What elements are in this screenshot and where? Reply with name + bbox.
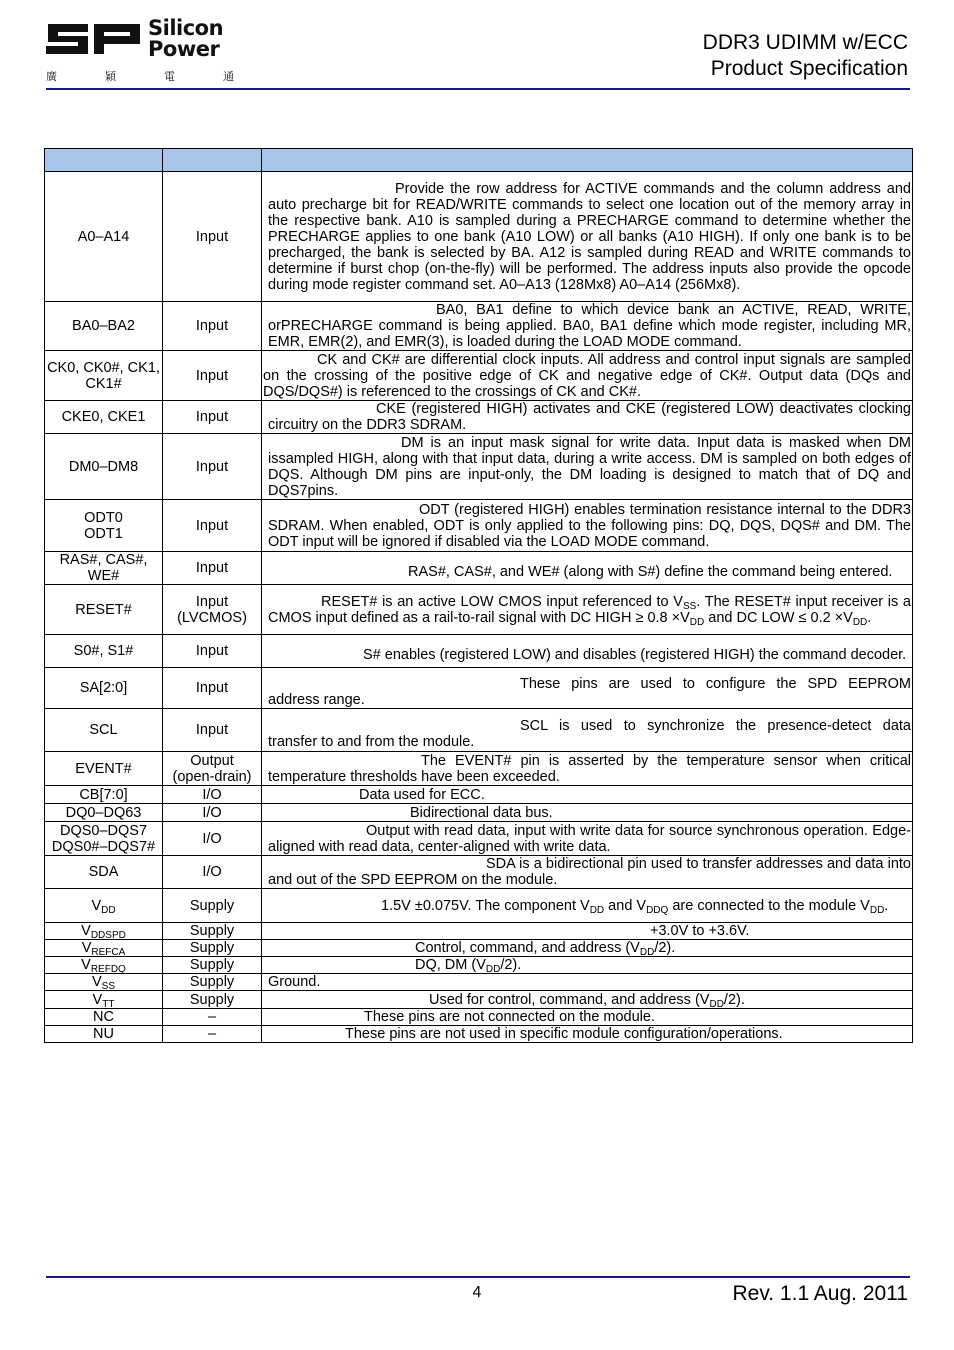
pin-description: +3.0V to +3.6V. bbox=[262, 923, 913, 940]
pin-description: These pins are not connected on the module. bbox=[262, 1009, 913, 1026]
pin-type: Input (LVCMOS) bbox=[163, 585, 262, 635]
pin-description: Used for control, command, and address $(V_{DD}/2)$. bbox=[262, 991, 913, 1009]
table-row bbox=[45, 709, 913, 752]
pin-description: DM is an input mask signal for write data. Input data is masked when DM issampled HIGH, along with that input data, during a write access. DM is sampled on both edges of DQS. Although DM pins are input-only, the DM loading is designed to match that of DQ and DQS7pins. bbox=[262, 434, 913, 500]
logo-cjk-char: 電 bbox=[164, 70, 175, 83]
logo-word-silicon: Silicon bbox=[148, 16, 224, 40]
pin-type: I/O bbox=[163, 804, 262, 822]
pin-type: I/O bbox=[163, 822, 262, 856]
pin-description: These pins are not used in specific module configuration/operations. bbox=[262, 1026, 913, 1043]
pin-symbol: A0–A14 bbox=[45, 172, 163, 302]
pin-type: I/O bbox=[163, 786, 262, 804]
header-symbol bbox=[45, 149, 163, 172]
table-row bbox=[45, 401, 913, 434]
revision-label: Rev. 1.1 Aug. 2011 bbox=[732, 1282, 908, 1305]
pin-symbol: BA0–BA2 bbox=[45, 302, 163, 351]
pin-symbol: ODT0 ODT1 bbox=[45, 500, 163, 552]
pin-symbol: $V_{DDSPD}$ bbox=[45, 923, 163, 940]
pin-description: These pins are used to configure the SPD EEPROM address range. bbox=[262, 668, 913, 709]
pin-type: Input bbox=[163, 351, 262, 401]
header-description bbox=[262, 149, 913, 172]
pin-description: Provide the row address for ACTIVE commands and the column address and auto precharge bit for READ/WRITE commands to select one location out of the memory array in the respective bank. A10 is sampled during a PRECHARGE command to determine whether the PRECHARGE applies to one bank (A10 LOW) or all banks (A10 HIGH). If only one bank is to be precharged, the bank is selected by BA. A12 is sampled during READ and WRITE commands to determine if burst chop (on-the-fly) will be performed. The address inputs also provide the opcode during mode register command set. A0–A13 (128Mx8) A0–A14 (256Mx8). bbox=[262, 172, 913, 302]
pin-type: Supply bbox=[163, 889, 262, 923]
table-row bbox=[45, 991, 913, 1009]
page-number: 4 bbox=[472, 1284, 482, 1301]
table-row bbox=[45, 804, 913, 822]
pin-description: CKE (registered HIGH) activates and CKE (registered LOW) deactivates clocking circuitry on the DDR3 SDRAM. bbox=[262, 401, 913, 434]
pin-symbol: S0#, S1# bbox=[45, 635, 163, 668]
logo-word-power: Power bbox=[148, 37, 220, 61]
footer-divider bbox=[46, 1276, 910, 1278]
pin-symbol: SDA bbox=[45, 856, 163, 889]
pin-type: Supply bbox=[163, 940, 262, 957]
pin-symbol: $V_{TT}$ bbox=[45, 991, 163, 1009]
table-row bbox=[45, 172, 913, 302]
header-divider bbox=[46, 88, 910, 90]
pin-type: Input bbox=[163, 434, 262, 500]
pin-type: Input bbox=[163, 302, 262, 351]
pin-symbol: NU bbox=[45, 1026, 163, 1043]
table-row bbox=[45, 752, 913, 786]
document-title-line2: Product Specification bbox=[710, 57, 908, 80]
pin-description-table bbox=[44, 148, 913, 1043]
pin-symbol: DQS0–DQS7 DQS0#–DQS7# bbox=[45, 822, 163, 856]
pin-symbol: CKE0, CKE1 bbox=[45, 401, 163, 434]
table-row bbox=[45, 889, 913, 923]
table-row bbox=[45, 957, 913, 974]
pin-symbol: DM0–DM8 bbox=[45, 434, 163, 500]
pin-symbol: DQ0–DQ63 bbox=[45, 804, 163, 822]
pin-type: Supply bbox=[163, 923, 262, 940]
table-header-row bbox=[45, 149, 913, 172]
pin-description: S# enables (registered LOW) and disables (registered HIGH) the command decoder. bbox=[262, 635, 913, 668]
pin-symbol: SCL bbox=[45, 709, 163, 752]
logo-cjk-text bbox=[46, 68, 234, 84]
table-row bbox=[45, 940, 913, 957]
pin-description: RAS#, CAS#, and WE# (along with S#) define the command being entered. bbox=[262, 552, 913, 585]
table-row bbox=[45, 668, 913, 709]
pin-symbol: RESET# bbox=[45, 585, 163, 635]
pin-symbol: RAS#, CAS#, WE# bbox=[45, 552, 163, 585]
pin-description: CK and CK# are differential clock inputs. All address and control input signals are sampled on the crossing of the positive edge of CK and negative edge of CK#. Output data (DQs and DQS/DQS#) is referenced to the crossings of CK and CK#. bbox=[263, 351, 911, 400]
table-row bbox=[45, 1026, 913, 1043]
header-type bbox=[163, 149, 262, 172]
pin-symbol: NC bbox=[45, 1009, 163, 1026]
table-row bbox=[45, 635, 913, 668]
pin-symbol: $V_{SS}$ bbox=[45, 974, 163, 991]
pin-type: Input bbox=[163, 709, 262, 752]
table-row bbox=[45, 856, 913, 889]
pin-description: BA0, BA1 define to which device bank an ACTIVE, READ, WRITE, orPRECHARGE command is being applied. BA0, BA1 define which mode register, including MR, EMR, EMR(2), and EMR(3), is loaded during the LOAD MODE command. bbox=[262, 302, 913, 351]
pin-type: Supply bbox=[163, 991, 262, 1009]
pin-symbol: $V_{DD}$ bbox=[45, 889, 163, 923]
pin-symbol: $V_{REFCA}$ bbox=[45, 940, 163, 957]
pin-description: ODT (registered HIGH) enables termination resistance internal to the DDR3 SDRAM. When enabled, ODT is only applied to the following pins: DQ, DQS, DQS# and DM. The ODT input will be ignored if disabled via the LOAD MODE command. bbox=[262, 500, 913, 552]
pin-description: SCL is used to synchronize the presence-detect data transfer to and from the module. bbox=[262, 709, 913, 752]
pin-description: SDA is a bidirectional pin used to transfer addresses and data into and out of the SPD EEPROM on the module. bbox=[262, 856, 913, 889]
pin-type: Input bbox=[163, 552, 262, 585]
pin-symbol: CB[7:0] bbox=[45, 786, 163, 804]
pin-description: Bidirectional data bus. bbox=[262, 804, 913, 822]
pin-type: Input bbox=[163, 500, 262, 552]
table-row bbox=[45, 974, 913, 991]
table-row bbox=[45, 500, 913, 552]
table-row bbox=[45, 822, 913, 856]
pin-symbol: EVENT# bbox=[45, 752, 163, 786]
pin-description: DQ, DM $(V_{DD}/2)$. bbox=[262, 957, 913, 974]
pin-description: Control, command, and address $(V_{DD}/2)$. bbox=[262, 940, 913, 957]
pin-description: Output with read data, input with write data for source synchronous operation. Edge-aligned with read data, center-aligned with write data. bbox=[262, 822, 913, 856]
pin-symbol: CK0, CK0#, CK1, CK1# bbox=[45, 351, 163, 401]
silicon-power-logo bbox=[44, 18, 244, 84]
logo-cjk-char: 通 bbox=[223, 70, 234, 83]
pin-type: Input bbox=[163, 401, 262, 434]
pin-description: 1.5V ±0.075V. The component $V_{DD}$ and $V_{DDQ}$ are connected to the module $V_{DD}$. bbox=[262, 889, 913, 923]
document-title-line1: DDR3 UDIMM w/ECC bbox=[702, 31, 908, 54]
table-row bbox=[45, 351, 913, 401]
sp-logo-icon bbox=[44, 18, 144, 62]
pin-symbol: SA[2:0] bbox=[45, 668, 163, 709]
logo-wordmark bbox=[148, 18, 223, 60]
table-row bbox=[45, 434, 913, 500]
table-row bbox=[45, 552, 913, 585]
pin-type: Output (open-drain) bbox=[163, 752, 262, 786]
pin-symbol: $V_{REFDQ}$ bbox=[45, 957, 163, 974]
table-row bbox=[45, 786, 913, 804]
table-row bbox=[45, 585, 913, 635]
logo-cjk-char: 穎 bbox=[105, 70, 116, 83]
pin-type: Supply bbox=[163, 974, 262, 991]
pin-type: Input bbox=[163, 172, 262, 302]
table-row bbox=[45, 923, 913, 940]
document-title bbox=[703, 30, 908, 82]
pin-description: Data used for ECC. bbox=[262, 786, 913, 804]
pin-description: Ground. bbox=[262, 974, 913, 991]
pin-description: RESET# is an active LOW CMOS input referenced to $V_{SS}$. The RESET# input receiver is a CMOS input defined as a rail-to-rail signal with DC HIGH ≥ $0.8 \times V_{DD}$ and DC LOW ≤ $0.2 \times V_{DD}$. bbox=[262, 585, 913, 635]
table-row bbox=[45, 302, 913, 351]
pin-type: – bbox=[163, 1026, 262, 1043]
table-row bbox=[45, 1009, 913, 1026]
pin-type: Input bbox=[163, 668, 262, 709]
pin-type: Supply bbox=[163, 957, 262, 974]
logo-cjk-char: 廣 bbox=[46, 70, 57, 83]
pin-type: Input bbox=[163, 635, 262, 668]
pin-type: I/O bbox=[163, 856, 262, 889]
pin-type: – bbox=[163, 1009, 262, 1026]
pin-description: The EVENT# pin is asserted by the temperature sensor when critical temperature thresholds have been exceeded. bbox=[262, 752, 913, 786]
